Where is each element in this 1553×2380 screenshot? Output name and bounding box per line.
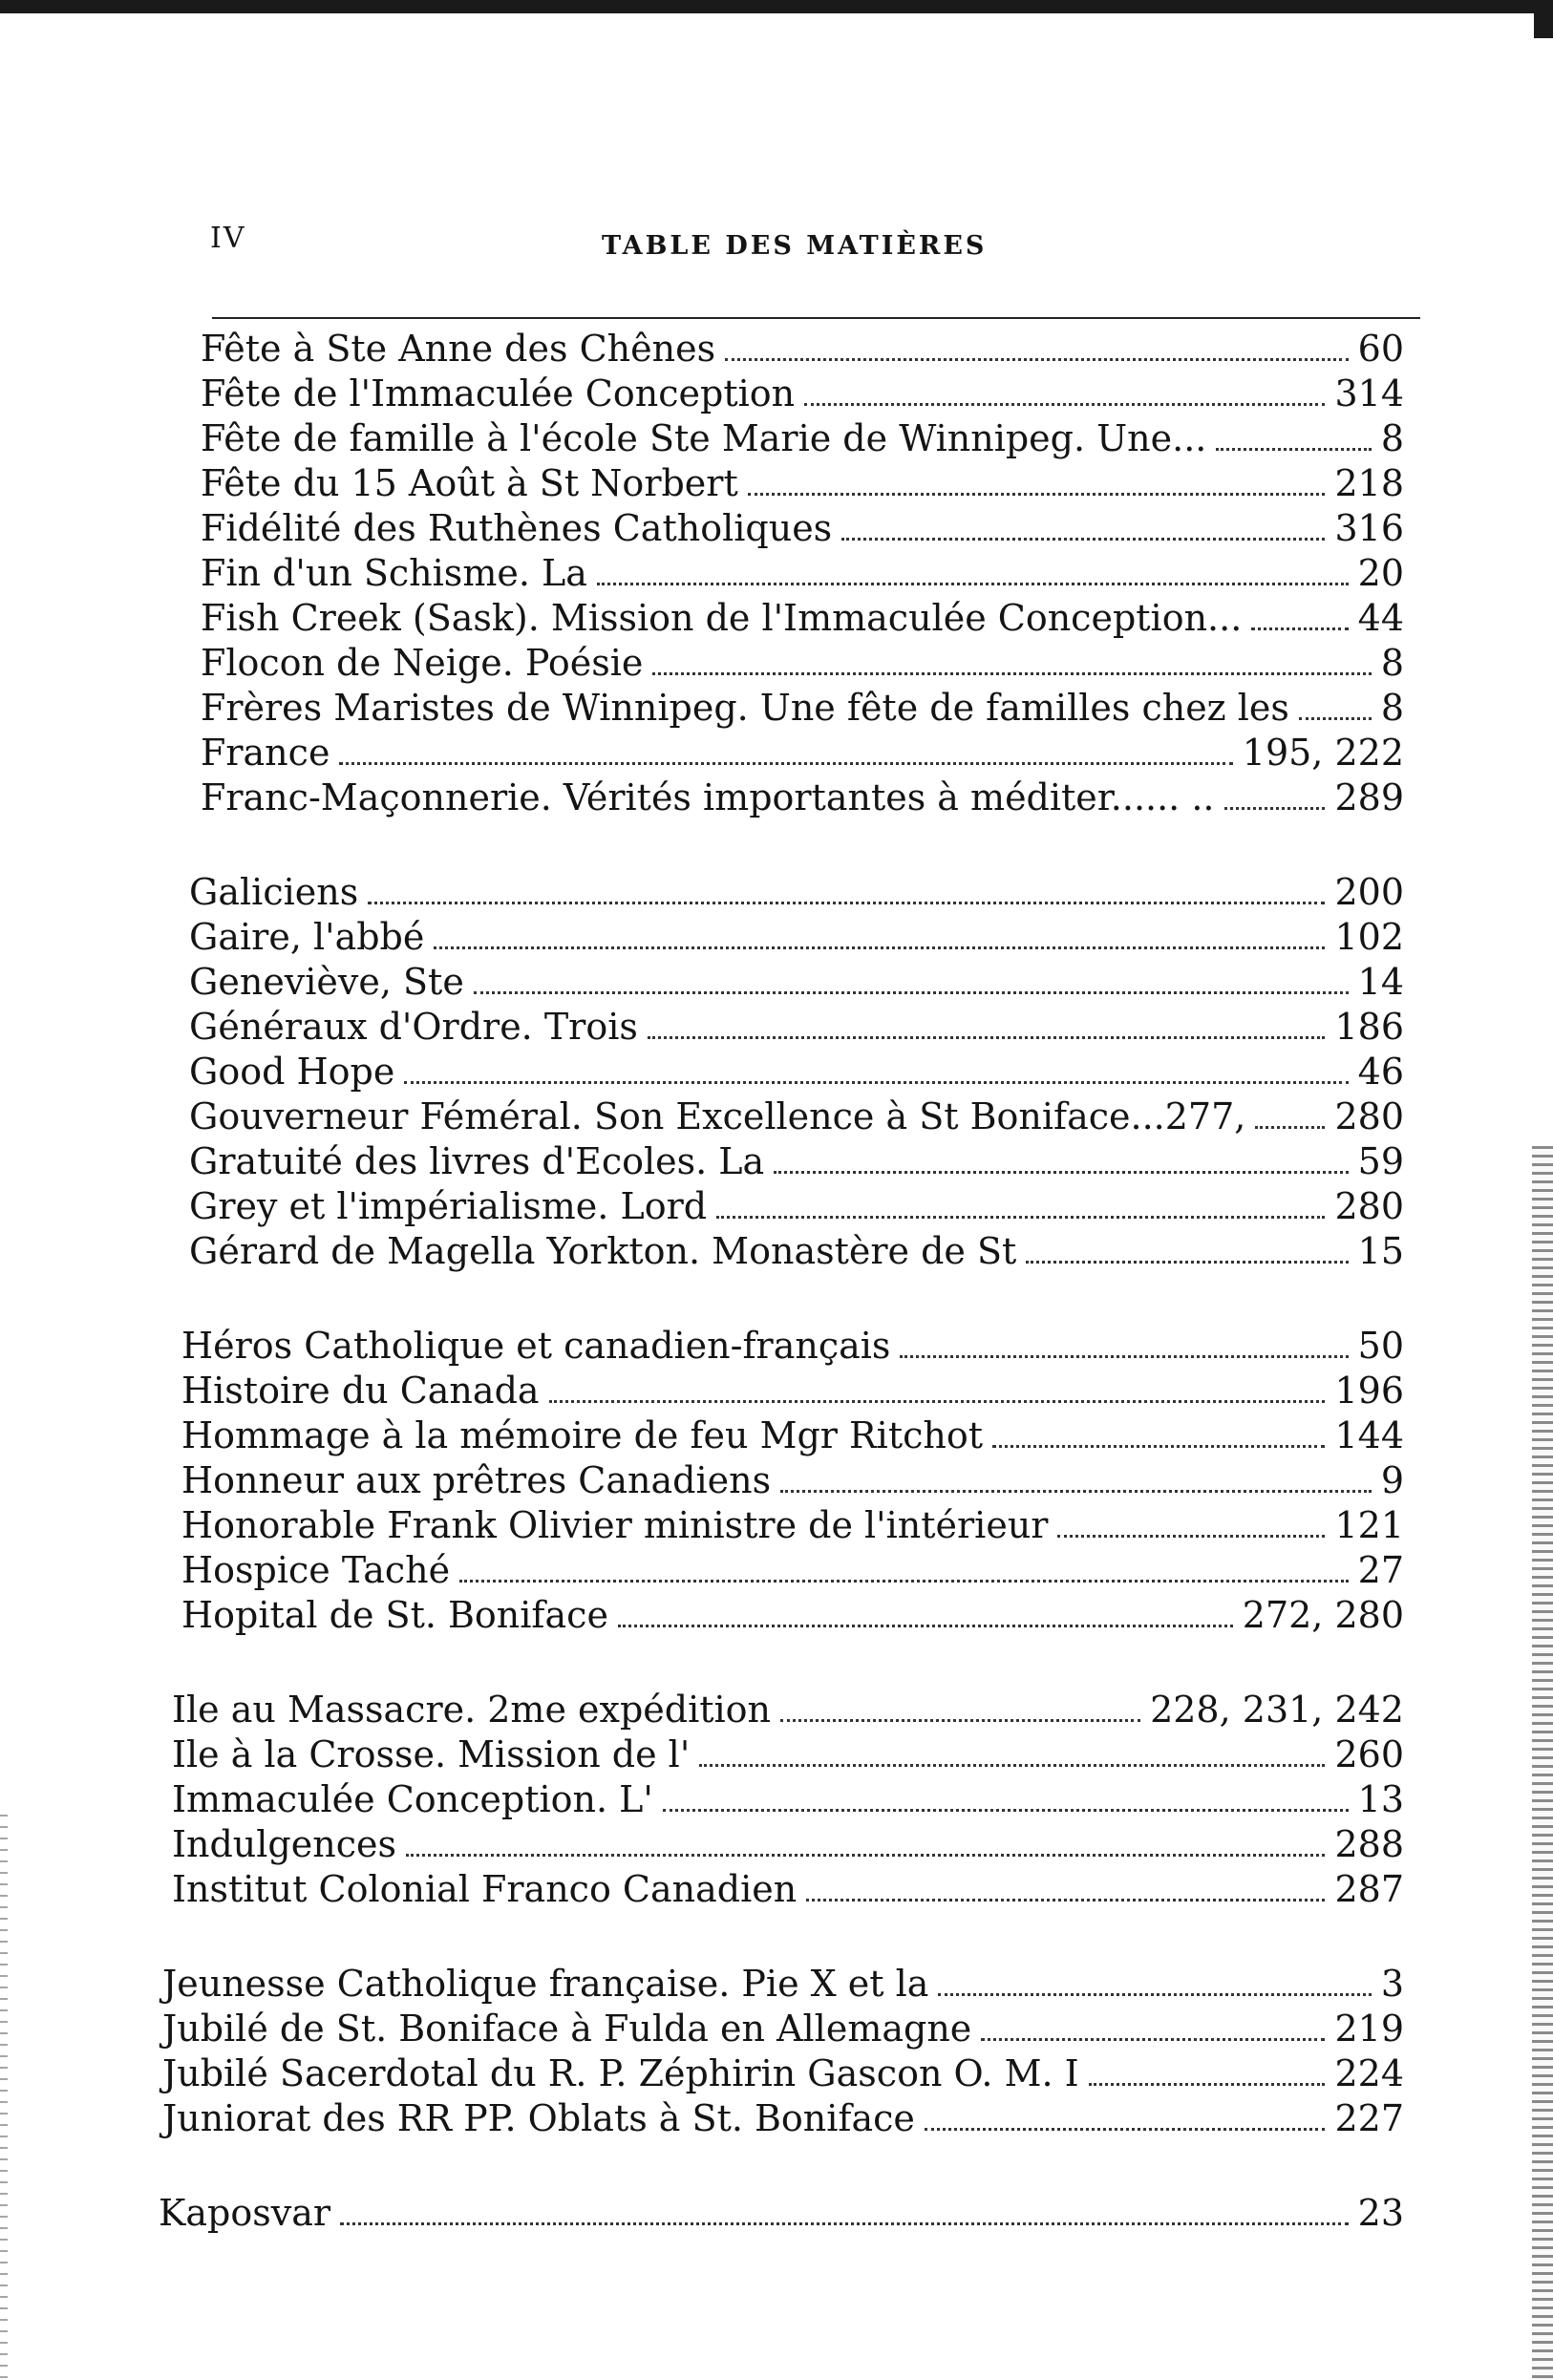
entry-page-numbers: 316 xyxy=(1334,507,1404,549)
index-entry xyxy=(181,1593,1404,1638)
dot-leader xyxy=(900,1355,1348,1358)
dot-leader xyxy=(648,1036,1326,1039)
entry-title: Jubilé Sacerdotal du R. P. Zéphirin Gascon O. M. I xyxy=(162,2052,1079,2094)
entry-title: Geneviève, Ste xyxy=(189,961,464,1003)
index-entry xyxy=(189,870,1404,915)
entry-title: Honneur aux prêtres Canadiens xyxy=(181,1459,772,1501)
entry-page-numbers: 50 xyxy=(1357,1325,1404,1367)
entry-page-numbers: 224 xyxy=(1334,2052,1404,2094)
entry-title: Gouverneur Féméral. Son Excellence à St Boniface...277, xyxy=(189,1095,1246,1137)
entry-page-numbers: 200 xyxy=(1334,871,1404,913)
entry-page-numbers: 186 xyxy=(1334,1006,1404,1048)
header-rule xyxy=(212,317,1420,319)
entry-page-numbers: 59 xyxy=(1357,1140,1404,1182)
dot-leader xyxy=(981,2038,1325,2041)
entry-page-numbers: 44 xyxy=(1357,597,1404,639)
dot-leader xyxy=(1255,1126,1325,1129)
dot-leader xyxy=(1089,2083,1326,2086)
entry-title: Franc-Maçonnerie. Vérités importantes à méditer...... .. xyxy=(201,776,1215,818)
dot-leader xyxy=(699,1764,1325,1767)
entry-page-numbers: 3 xyxy=(1380,1963,1404,2005)
index-entry xyxy=(201,506,1404,551)
entry-title: Ile au Massacre. 2me expédition xyxy=(172,1689,772,1731)
entry-page-numbers: 14 xyxy=(1357,961,1404,1003)
index-entry xyxy=(162,2051,1404,2096)
entry-title: Hopital de St. Boniface xyxy=(181,1594,608,1636)
index-group xyxy=(159,2191,1404,2236)
index-entry xyxy=(201,416,1404,461)
dot-leader xyxy=(925,2128,1326,2131)
dot-leader xyxy=(340,2222,1349,2225)
entry-title: Frères Maristes de Winnipeg. Une fête de familles chez les xyxy=(201,687,1289,729)
entry-page-numbers: 27 xyxy=(1357,1549,1404,1591)
index-entry xyxy=(181,1458,1404,1503)
entry-title: Fête de famille à l'école Ste Marie de Winnipeg. Une... xyxy=(201,417,1207,459)
index-entry xyxy=(172,1867,1404,1912)
index-entry xyxy=(189,915,1404,960)
index-list xyxy=(159,327,1404,2285)
entry-title: Immaculée Conception. L' xyxy=(172,1778,653,1820)
entry-page-numbers: 289 xyxy=(1334,776,1404,818)
entry-title: Grey et l'impérialisme. Lord xyxy=(189,1185,708,1227)
entry-title: Héros Catholique et canadien-français xyxy=(181,1325,891,1367)
index-entry xyxy=(201,641,1404,686)
dot-leader xyxy=(748,493,1326,496)
index-entry xyxy=(162,2007,1404,2051)
dot-leader xyxy=(780,1719,1140,1722)
entry-page-numbers: 228, 231, 242 xyxy=(1150,1689,1404,1731)
entry-page-numbers: 8 xyxy=(1380,687,1404,729)
running-title: TABLE DES MATIÈRES xyxy=(602,231,988,261)
entry-page-numbers: 144 xyxy=(1334,1414,1404,1456)
scan-left-edge-noise xyxy=(0,1815,8,2380)
dot-leader xyxy=(434,946,1325,949)
index-group xyxy=(189,870,1404,1274)
index-entry xyxy=(172,1822,1404,1867)
entry-page-numbers: 102 xyxy=(1334,916,1404,958)
entry-title: Honorable Frank Olivier ministre de l'intérieur xyxy=(181,1504,1049,1546)
entry-page-numbers: 196 xyxy=(1334,1370,1404,1412)
scan-corner-mark xyxy=(1534,0,1553,38)
entry-title: Juniorat des RR PP. Oblats à St. Boniface xyxy=(162,2097,915,2139)
index-entry xyxy=(189,1229,1404,1274)
entry-page-numbers: 46 xyxy=(1357,1051,1404,1093)
entry-page-numbers: 9 xyxy=(1380,1459,1404,1501)
entry-title: Gratuité des livres d'Ecoles. La xyxy=(189,1140,765,1182)
dot-leader xyxy=(1299,717,1372,720)
index-entry xyxy=(162,2096,1404,2141)
entry-title: Hospice Taché xyxy=(181,1549,451,1591)
index-entry xyxy=(181,1503,1404,1548)
dot-leader xyxy=(459,1580,1349,1583)
dot-leader xyxy=(618,1625,1233,1627)
entry-title: Jubilé de St. Boniface à Fulda en Allemagne xyxy=(162,2008,972,2050)
entry-page-numbers: 15 xyxy=(1357,1230,1404,1272)
entry-page-numbers: 280 xyxy=(1334,1095,1404,1137)
entry-page-numbers: 260 xyxy=(1334,1733,1404,1775)
index-group xyxy=(172,1688,1404,1912)
entry-title: Fête de l'Immaculée Conception xyxy=(201,372,796,414)
dot-leader xyxy=(474,991,1349,994)
entry-page-numbers: 60 xyxy=(1357,328,1404,370)
index-entry xyxy=(189,1050,1404,1094)
dot-leader xyxy=(652,672,1371,675)
index-entry xyxy=(181,1369,1404,1413)
entry-title: Institut Colonial Franco Canadien xyxy=(172,1868,798,1910)
index-group xyxy=(162,1962,1404,2141)
index-entry xyxy=(172,1777,1404,1822)
index-entry xyxy=(189,1184,1404,1229)
index-entry xyxy=(181,1413,1404,1458)
entry-title: Gérard de Magella Yorkton. Monastère de St xyxy=(189,1230,1017,1272)
index-entry xyxy=(201,372,1404,416)
dot-leader xyxy=(938,1993,1371,1996)
index-group xyxy=(181,1324,1404,1638)
entry-title: Ile à la Crosse. Mission de l' xyxy=(172,1733,691,1775)
entry-title: Fin d'un Schisme. La xyxy=(201,552,587,594)
entry-page-numbers: 287 xyxy=(1334,1868,1404,1910)
entry-page-numbers: 314 xyxy=(1334,372,1404,414)
scan-top-border xyxy=(0,0,1553,13)
index-entry xyxy=(201,327,1404,372)
index-entry xyxy=(201,551,1404,596)
entry-title: Histoire du Canada xyxy=(181,1370,540,1412)
entry-title: Fête du 15 Août à St Norbert xyxy=(201,462,738,504)
entry-page-numbers: 227 xyxy=(1334,2097,1404,2139)
index-entry xyxy=(189,960,1404,1005)
index-entry xyxy=(181,1324,1404,1369)
dot-leader xyxy=(1216,448,1371,451)
entry-title: Fidélité des Ruthènes Catholiques xyxy=(201,507,833,549)
dot-leader xyxy=(716,1216,1325,1219)
index-entry xyxy=(189,1005,1404,1050)
dot-leader xyxy=(804,403,1325,406)
entry-title: Kaposvar xyxy=(159,2192,331,2234)
entry-page-numbers: 272, 280 xyxy=(1242,1594,1404,1636)
entry-page-numbers: 288 xyxy=(1334,1823,1404,1865)
entry-title: Jeunesse Catholique française. Pie X et la xyxy=(162,1963,929,2005)
scan-right-edge-noise xyxy=(1532,1146,1553,2380)
index-entry xyxy=(162,1962,1404,2007)
dot-leader xyxy=(339,762,1232,765)
entry-title: France xyxy=(201,732,330,774)
index-entry xyxy=(159,2191,1404,2236)
entry-page-numbers: 8 xyxy=(1380,642,1404,684)
dot-leader xyxy=(774,1171,1348,1174)
entry-page-numbers: 8 xyxy=(1380,417,1404,459)
entry-page-numbers: 121 xyxy=(1334,1504,1404,1546)
page-number: IV xyxy=(210,222,246,255)
dot-leader xyxy=(404,1081,1348,1084)
entry-title: Good Hope xyxy=(189,1051,395,1093)
index-entry xyxy=(172,1732,1404,1777)
dot-leader xyxy=(806,1899,1325,1902)
entry-title: Indulgences xyxy=(172,1823,396,1865)
dot-leader xyxy=(368,902,1325,904)
dot-leader xyxy=(1057,1535,1325,1538)
index-entry xyxy=(201,686,1404,731)
entry-title: Généraux d'Ordre. Trois xyxy=(189,1006,638,1048)
index-group xyxy=(201,327,1404,820)
entry-title: Fish Creek (Sask). Mission de l'Immaculée Conception... xyxy=(201,597,1243,639)
page-header xyxy=(210,222,1418,269)
index-entry xyxy=(201,776,1404,820)
dot-leader xyxy=(1026,1261,1348,1264)
dot-leader xyxy=(725,358,1349,361)
index-entry xyxy=(181,1548,1404,1593)
dot-leader xyxy=(780,1490,1372,1493)
dot-leader xyxy=(1251,627,1348,630)
entry-title: Flocon de Neige. Poésie xyxy=(201,642,644,684)
entry-title: Fête à Ste Anne des Chênes xyxy=(201,328,716,370)
index-entry xyxy=(172,1688,1404,1732)
entry-page-numbers: 195, 222 xyxy=(1242,732,1404,774)
dot-leader xyxy=(597,583,1349,585)
dot-leader xyxy=(549,1400,1326,1403)
index-entry xyxy=(201,596,1404,641)
index-entry xyxy=(189,1094,1404,1139)
entry-title: Gaire, l'abbé xyxy=(189,916,425,958)
index-entry xyxy=(201,461,1404,506)
index-entry xyxy=(201,731,1404,776)
dot-leader xyxy=(1224,807,1326,810)
index-entry xyxy=(189,1139,1404,1184)
entry-page-numbers: 218 xyxy=(1334,462,1404,504)
dot-leader xyxy=(992,1445,1325,1448)
entry-title: Galiciens xyxy=(189,871,359,913)
entry-page-numbers: 219 xyxy=(1334,2008,1404,2050)
entry-page-numbers: 20 xyxy=(1357,552,1404,594)
dot-leader xyxy=(841,538,1325,541)
entry-page-numbers: 13 xyxy=(1357,1778,1404,1820)
dot-leader xyxy=(406,1854,1325,1857)
entry-title: Hommage à la mémoire de feu Mgr Ritchot xyxy=(181,1414,983,1456)
entry-page-numbers: 280 xyxy=(1334,1185,1404,1227)
entry-page-numbers: 23 xyxy=(1357,2192,1404,2234)
dot-leader xyxy=(663,1809,1349,1812)
